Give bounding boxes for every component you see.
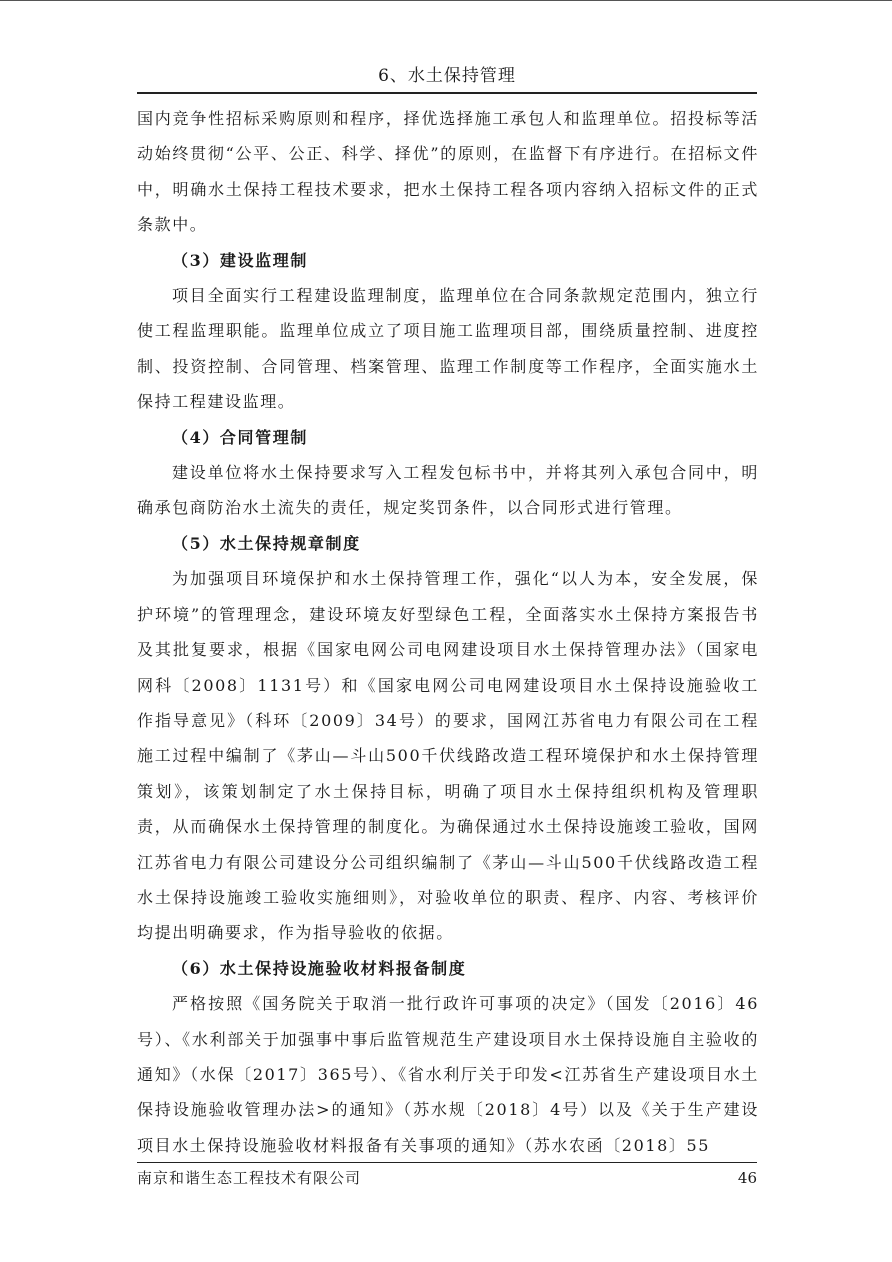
page-number: 46	[737, 1169, 757, 1187]
paragraph-supervision: 项目全面实行工程建设监理制度，监理单位在合同条款规定范围内，独立行使工程监理职能。监理单位成立了项目施工监理项目部，围绕质量控制、进度控制、投资控制、合同管理、档案管理、监理工作制度等工作程序，全面实施水土保持工程建设监理。	[137, 286, 759, 412]
section-heading-filing: （6）水土保持设施验收材料报备制度	[172, 958, 467, 978]
document-body	[137, 101, 759, 1163]
footer-rule	[137, 1162, 757, 1163]
paragraph-contract: 建设单位将水土保持要求写入工程发包标书中，并将其列入承包合同中，明确承包商防治水土流失的责任，规定奖罚条件，以合同形式进行管理。	[137, 463, 759, 518]
running-header: 6、水土保持管理	[378, 66, 516, 86]
section-heading-supervision: （3）建设监理制	[172, 250, 308, 270]
footer-company-name: 南京和谐生态工程技术有限公司	[137, 1169, 362, 1187]
page-top-edge	[0, 0, 892, 1]
paragraph-regulations: 为加强项目环境保护和水土保持管理工作，强化“以人为本，安全发展，保护环境”的管理理念，建设环境友好型绿色工程，全面落实水土保持方案报告书及其批复要求，根据《国家电网公司电网建设项目水土保持管理办法》（国家电网科〔2008〕1131号）和《国家电网公司电网建设项目水土保持设施验收工作指导意见》（科环〔2009〕34号）的要求，国网江苏省电力有限公司在工程施工过程中编制了《茅山—斗山500千伏线路改造工程环境保护和水土保持管理策划》，该策划制定了水土保持目标，明确了项目水土保持组织机构及管理职责，从而确保水土保持管理的制度化。为确保通过水土保持设施竣工验收，国网江苏省电力有限公司建设分公司组织编制了《茅山—斗山500千伏线路改造工程水土保持设施竣工验收实施细则》，对验收单位的职责、程序、内容、考核评价均提出明确要求，作为指导验收的依据。	[137, 569, 759, 943]
paragraph-tendering: 国内竞争性招标采购原则和程序，择优选择施工承包人和监理单位。招投标等活动始终贯彻“公平、公正、科学、择优”的原则，在监督下有序进行。在招标文件中，明确水土保持工程技术要求，把水土保持工程各项内容纳入招标文件的正式条款中。	[137, 109, 759, 235]
header-rule	[137, 92, 757, 94]
section-heading-regulations: （5）水土保持规章制度	[172, 533, 361, 553]
paragraph-filing: 严格按照《国务院关于取消一批行政许可事项的决定》（国发〔2016〕46号）、《水利部关于加强事中事后监管规范生产建设项目水土保持设施自主验收的通知》（水保〔2017〕365号）、《省水利厅关于印发<江苏省生产建设项目水土保持设施验收管理办法>的通知》（苏水规〔2018〕4号）以及《关于生产建设项目水土保持设施验收材料报备有关事项的通知》（苏水农函〔2018〕55	[137, 994, 759, 1155]
section-heading-contract: （4）合同管理制	[172, 427, 308, 447]
